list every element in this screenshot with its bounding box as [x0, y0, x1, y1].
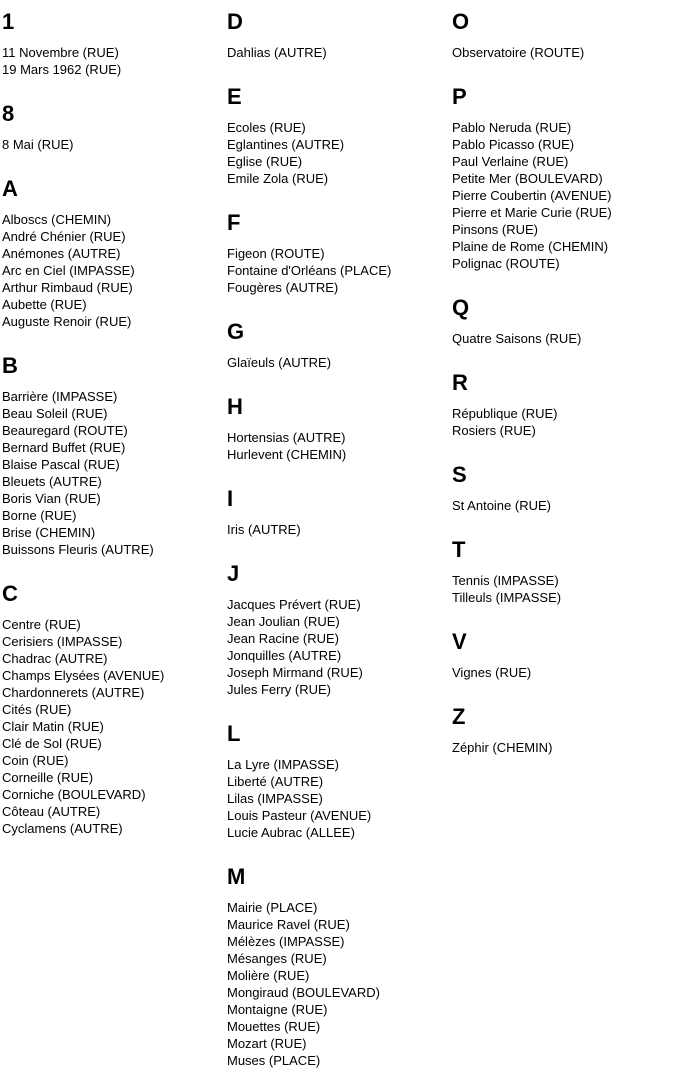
street-entry: Eglise (RUE) [227, 154, 303, 169]
section-heading-C: C [2, 581, 18, 606]
street-entry: Corniche (BOULEVARD) [2, 787, 146, 802]
street-entry: Liberté (AUTRE) [227, 774, 324, 789]
section-heading-1: 1 [2, 9, 15, 34]
section-heading-A: A [2, 176, 18, 201]
street-entry: Dahlias (AUTRE) [227, 45, 327, 60]
street-entry: Vignes (RUE) [452, 665, 532, 680]
street-entry: Lucie Aubrac (ALLEE) [227, 825, 355, 840]
street-entry: Barrière (IMPASSE) [2, 389, 118, 404]
street-entry: Chardonnerets (AUTRE) [2, 685, 145, 700]
street-entry: Mongiraud (BOULEVARD) [227, 985, 380, 1000]
section-heading-T: T [452, 537, 466, 562]
street-entry: Quatre Saisons (RUE) [452, 331, 582, 346]
street-entry: Mozart (RUE) [227, 1036, 307, 1051]
street-entry: Figeon (ROUTE) [227, 246, 325, 261]
street-entry: Muses (PLACE) [227, 1053, 321, 1068]
section-heading-D: D [227, 9, 243, 34]
street-entry: Clé de Sol (RUE) [2, 736, 102, 751]
street-entry: Anémones (AUTRE) [2, 246, 121, 261]
street-entry: Jules Ferry (RUE) [227, 682, 332, 697]
street-entry: Pierre et Marie Curie (RUE) [452, 205, 612, 220]
section-heading-8: 8 [2, 101, 15, 126]
street-entry: Pierre Coubertin (AVENUE) [452, 188, 612, 203]
street-entry: Mairie (PLACE) [227, 900, 318, 915]
street-entry: Montaigne (RUE) [227, 1002, 328, 1017]
street-entry: Emile Zola (RUE) [227, 171, 329, 186]
street-entry: Observatoire (ROUTE) [452, 45, 585, 60]
section-heading-F: F [227, 210, 241, 235]
street-entry: Petite Mer (BOULEVARD) [452, 171, 603, 186]
section-heading-M: M [227, 864, 246, 889]
street-entry: Mélèzes (IMPASSE) [227, 934, 345, 949]
index-column-2 [227, 9, 452, 1069]
street-entry: Glaïeuls (AUTRE) [227, 355, 332, 370]
section-heading-Q: Q [452, 295, 470, 320]
section-heading-I: I [227, 486, 234, 511]
street-entry: Arthur Rimbaud (RUE) [2, 280, 133, 295]
section-heading-S: S [452, 462, 467, 487]
street-entry: Cyclamens (AUTRE) [2, 821, 123, 836]
street-entry: Beauregard (ROUTE) [2, 423, 128, 438]
index-column-3 [452, 9, 675, 756]
street-entry: Blaise Pascal (RUE) [2, 457, 120, 472]
section-heading-B: B [2, 353, 18, 378]
street-entry: Mésanges (RUE) [227, 951, 327, 966]
section-heading-G: G [227, 319, 245, 344]
street-entry: Fontaine d'Orléans (PLACE) [227, 263, 392, 278]
street-entry: Beau Soleil (RUE) [2, 406, 108, 421]
section-heading-Z: Z [452, 704, 466, 729]
street-entry: Louis Pasteur (AVENUE) [227, 808, 372, 823]
section-heading-V: V [452, 629, 467, 654]
section-heading-O: O [452, 9, 470, 34]
street-entry: Molière (RUE) [227, 968, 310, 983]
index-column-1 [2, 9, 227, 837]
street-entry: Auguste Renoir (RUE) [2, 314, 132, 329]
street-entry: Clair Matin (RUE) [2, 719, 104, 734]
section-heading-J: J [227, 561, 240, 586]
street-entry: Cerisiers (IMPASSE) [2, 634, 123, 649]
street-entry: Lilas (IMPASSE) [227, 791, 323, 806]
street-entry: Rosiers (RUE) [452, 423, 536, 438]
street-entry: Cités (RUE) [2, 702, 72, 717]
street-entry: Boris Vian (RUE) [2, 491, 101, 506]
street-entry: Chadrac (AUTRE) [2, 651, 108, 666]
street-entry: Jean Joulian (RUE) [227, 614, 340, 629]
section-heading-P: P [452, 84, 467, 109]
street-entry: Tennis (IMPASSE) [452, 573, 559, 588]
street-entry: Pablo Neruda (RUE) [452, 120, 572, 135]
street-entry: Joseph Mirmand (RUE) [227, 665, 363, 680]
street-entry: Fougères (AUTRE) [227, 280, 339, 295]
street-entry: Côteau (AUTRE) [2, 804, 101, 819]
street-entry: Buissons Fleuris (AUTRE) [2, 542, 154, 557]
street-entry: Tilleuls (IMPASSE) [452, 590, 562, 605]
street-entry: André Chénier (RUE) [2, 229, 126, 244]
street-entry: Alboscs (CHEMIN) [2, 212, 112, 227]
street-entry: Eglantines (AUTRE) [227, 137, 345, 152]
street-entry: La Lyre (IMPASSE) [227, 757, 339, 772]
street-entry: Corneille (RUE) [2, 770, 94, 785]
street-entry: Polignac (ROUTE) [452, 256, 560, 271]
street-entry: Pablo Picasso (RUE) [452, 137, 575, 152]
street-entry: St Antoine (RUE) [452, 498, 551, 513]
section-heading-L: L [227, 721, 241, 746]
street-entry: Iris (AUTRE) [227, 522, 301, 537]
street-entry: Paul Verlaine (RUE) [452, 154, 569, 169]
street-entry: Borne (RUE) [2, 508, 77, 523]
street-entry: 11 Novembre (RUE) [2, 45, 119, 60]
street-entry: Pinsons (RUE) [452, 222, 538, 237]
street-entry: Arc en Ciel (IMPASSE) [2, 263, 135, 278]
street-entry: Jacques Prévert (RUE) [227, 597, 361, 612]
street-entry: Hortensias (AUTRE) [227, 430, 346, 445]
street-entry: Zéphir (CHEMIN) [452, 740, 553, 755]
street-entry: Maurice Ravel (RUE) [227, 917, 350, 932]
street-entry: Bleuets (AUTRE) [2, 474, 102, 489]
section-heading-R: R [452, 370, 468, 395]
street-entry: Hurlevent (CHEMIN) [227, 447, 347, 462]
street-entry: Aubette (RUE) [2, 297, 87, 312]
street-entry: Coin (RUE) [2, 753, 69, 768]
street-entry: Champs Elysées (AVENUE) [2, 668, 165, 683]
street-entry: Jonquilles (AUTRE) [227, 648, 342, 663]
street-entry: Ecoles (RUE) [227, 120, 306, 135]
street-entry: 8 Mai (RUE) [2, 137, 74, 152]
section-heading-E: E [227, 84, 242, 109]
street-entry: Mouettes (RUE) [227, 1019, 321, 1034]
street-entry: Bernard Buffet (RUE) [2, 440, 126, 455]
street-entry: République (RUE) [452, 406, 558, 421]
street-entry: Brise (CHEMIN) [2, 525, 96, 540]
street-entry: Jean Racine (RUE) [227, 631, 339, 646]
street-entry: Plaine de Rome (CHEMIN) [452, 239, 609, 254]
street-entry: 19 Mars 1962 (RUE) [2, 62, 122, 77]
street-entry: Centre (RUE) [2, 617, 81, 632]
section-heading-H: H [227, 394, 243, 419]
